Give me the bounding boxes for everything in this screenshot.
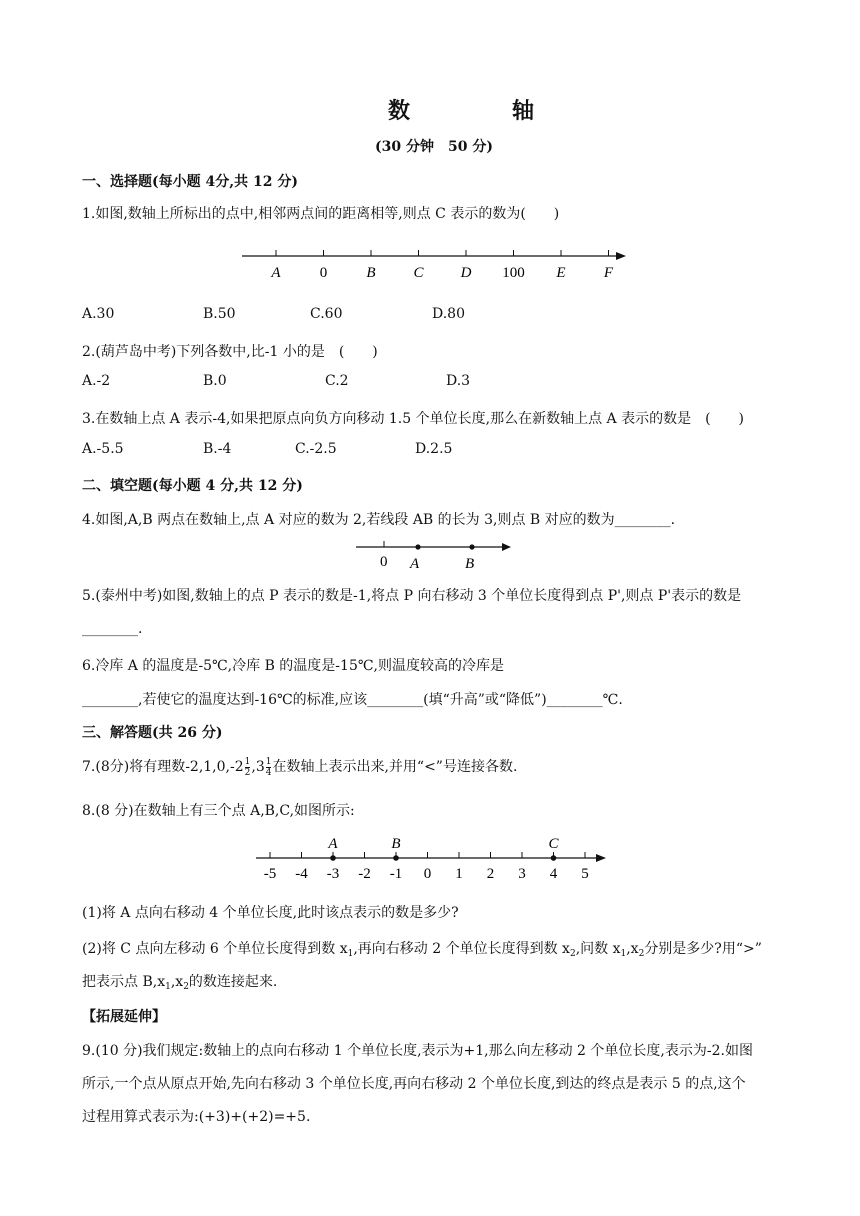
question-2-text: 2.(葫芦岛中考)下列各数中,比-1 小的是 ( ) [82, 344, 378, 360]
q2-option-a[interactable]: A.-2 [82, 373, 111, 389]
q8-point-label: B [391, 836, 401, 852]
q8-tick-label: 0 [423, 866, 432, 882]
section-heading-fill: 二、填空题(每小题 4 分,共 12 分) [82, 478, 303, 494]
q2-option-b[interactable]: B.0 [203, 373, 227, 389]
q2-option-c[interactable]: C.2 [325, 373, 349, 389]
page-subtitle: (30 分钟 50 分) [375, 139, 493, 155]
q8-tick-label: -4 [295, 866, 308, 882]
section-heading-answer: 三、解答题(共 26 分) [82, 725, 223, 741]
q8-tick-label: 2 [486, 866, 495, 882]
fraction-one-half: $\frac{1}{2}$ [244, 756, 251, 778]
question-5-line2: ________. [82, 621, 143, 637]
section-heading-extension: 【拓展延伸】 [82, 1009, 166, 1025]
question-7-text: 7.(8分)将有理数-2,1,0,-2 $\frac{1}{2}$ ,3 $\frac{1}{4}$ 在数轴上表示出来,并用“<”号连接各数. [82, 756, 518, 778]
question-6-line2: ________,若使它的温度达到-16℃的标准,应该________(填“升高”或“降低”)________℃. [82, 692, 623, 708]
q1-axis-label: F [603, 265, 614, 281]
q8-tick-label: -1 [389, 866, 403, 882]
question-9-line3: 过程用算式表示为:(+3)+(+2)=+5. [82, 1109, 311, 1125]
q8-point [393, 855, 399, 861]
q3-option-c[interactable]: C.-2.5 [295, 441, 337, 457]
q8-number-line [250, 832, 610, 884]
page-title: 数 轴 [388, 98, 575, 124]
q1-axis-label: B [366, 265, 376, 281]
q1-axis-label: A [271, 265, 281, 281]
q3-option-a[interactable]: A.-5.5 [82, 441, 124, 457]
q1-axis-label: 100 [502, 265, 525, 281]
q8-tick-label: 1 [455, 866, 463, 882]
q1-axis-label: E [556, 265, 566, 281]
question-5-line1: 5.(泰州中考)如图,数轴上的点 P 表示的数是-1,将点 P 向右移动 3 个单位长度得到点 P',则点 P'表示的数是 [82, 588, 742, 604]
q4-axis-arrow [502, 543, 511, 551]
q1-axis-label: C [413, 265, 424, 281]
q8-tick-label: -2 [358, 866, 371, 882]
q8-tick-label: 3 [518, 866, 526, 882]
question-3-text: 3.在数轴上点 A 表示-4,如果把原点向负方向移动 1.5 个单位长度,那么在新数轴上点 A 表示的数是 ( ) [82, 411, 745, 427]
q8-point [330, 855, 336, 861]
q1-option-d[interactable]: D.80 [432, 306, 465, 322]
q8-tick-label: -5 [263, 866, 277, 882]
q1-option-c[interactable]: C.60 [310, 306, 343, 322]
q8-point-label: C [548, 836, 559, 852]
question-8-sub2-line2: 把表示点 $B,x_1,x_2$的数连接起来. [82, 974, 278, 992]
q4-label-0: 0 [380, 554, 388, 570]
section-heading-choice: 一、选择题(每小题 4分,共 12 分) [82, 174, 298, 190]
q4-point-a [415, 544, 420, 549]
q4-point-b [469, 544, 474, 549]
q1-number-line [238, 244, 628, 284]
q3-option-b[interactable]: B.-4 [203, 441, 232, 457]
q1-option-a[interactable]: A.30 [82, 306, 115, 322]
q1-axis-label: D [460, 265, 472, 281]
q4-number-line [354, 536, 514, 570]
q8-tick-label: 4 [549, 866, 558, 882]
q1-axis-label: 0 [319, 265, 328, 281]
q8-tick-label: 5 [581, 866, 589, 882]
q4-label-a: A [410, 556, 420, 570]
question-9-line1: 9.(10 分)我们规定:数轴上的点向右移动 1 个单位长度,表示为+1,那么向左移动 2 个单位长度,表示为-2.如图 [82, 1043, 753, 1059]
q8-point-label: A [328, 836, 338, 852]
q2-option-d[interactable]: D.3 [446, 373, 471, 389]
fraction-one-quarter: $\frac{1}{4}$ [265, 756, 272, 778]
q1-axis-arrow [616, 252, 626, 260]
question-8-text: 8.(8 分)在数轴上有三个点 A,B,C,如图所示: [82, 803, 355, 819]
question-9-line2: 所示,一个点从原点开始,先向右移动 3 个单位长度,再向右移动 2 个单位长度,到达的终点是表示 5 的点,这个 [82, 1076, 746, 1092]
question-4-text: 4.如图,A,B 两点在数轴上,点 A 对应的数为 2,若线段 AB 的长为 3,则点 B 对应的数为________. [82, 512, 676, 528]
q4-label-b: B [465, 556, 475, 570]
question-8-sub1: (1)将 A 点向右移动 4 个单位长度,此时该点表示的数是多少? [82, 905, 459, 921]
q8-point [551, 855, 557, 861]
question-8-sub2-line1: (2)将 C 点向左移动 6 个单位长度得到数 $x_1$,再向右移动 2 个单位长度得到数 $x_2$,问数 $x_1,x_2$分别是多少?用“>” [82, 941, 762, 959]
q8-tick-label: -3 [326, 866, 340, 882]
q8-axis-arrow [596, 854, 606, 862]
q1-option-b[interactable]: B.50 [203, 306, 236, 322]
question-1-text: 1.如图,数轴上所标出的点中,相邻两点间的距离相等,则点 C 表示的数为( ) [82, 206, 560, 222]
q3-option-d[interactable]: D.2.5 [415, 441, 453, 457]
question-6-line1: 6.冷库 A 的温度是-5℃,冷库 B 的温度是-15℃,则温度较高的冷库是 [82, 658, 504, 674]
